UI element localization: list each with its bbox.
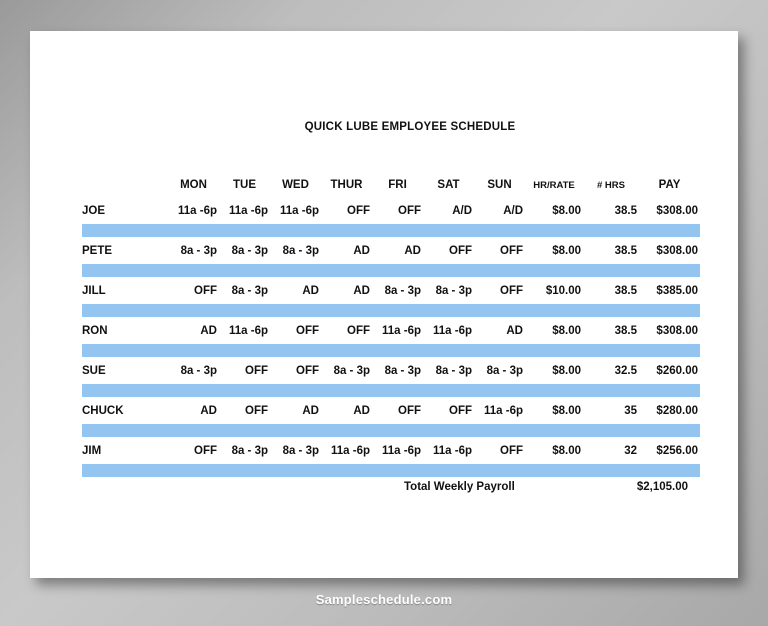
column-header-name [82, 153, 168, 197]
cell-rate: $8.00 [552, 364, 581, 377]
table-row [82, 237, 700, 264]
cell-rate: $8.00 [552, 324, 581, 337]
cell-fri: 11a -6p [382, 444, 421, 457]
cell-sun: OFF [500, 284, 523, 297]
cell-fri: OFF [398, 204, 421, 217]
cell-tue: 11a -6p [229, 324, 268, 337]
cell-sun: A/D [503, 204, 523, 217]
cell-sun: 11a -6p [484, 404, 523, 417]
cell-wed: OFF [296, 324, 319, 337]
cell-name: SUE [82, 364, 106, 377]
cell-sat: 11a -6p [433, 444, 472, 457]
cell-wed: 8a - 3p [282, 244, 319, 257]
cell-sun: OFF [500, 244, 523, 257]
cell-name: CHUCK [82, 404, 124, 417]
cell-tue: 8a - 3p [231, 444, 268, 457]
cell-sat: 8a - 3p [435, 284, 472, 297]
column-header-sat: SAT [437, 179, 460, 191]
cell-wed: OFF [296, 364, 319, 377]
table-row [82, 397, 700, 424]
row-separator-band [82, 344, 700, 357]
cell-sat: 11a -6p [433, 324, 472, 337]
cell-mon: 8a - 3p [180, 364, 217, 377]
row-separator-band [82, 464, 700, 477]
cell-thur: 8a - 3p [333, 364, 370, 377]
column-header-fri: FRI [388, 179, 407, 191]
column-header-sun: SUN [487, 179, 512, 191]
cell-sat: 8a - 3p [435, 364, 472, 377]
cell-tue: 8a - 3p [231, 284, 268, 297]
cell-thur: OFF [347, 204, 370, 217]
row-separator-fill [82, 304, 700, 317]
table-row [82, 197, 700, 224]
document-page [30, 31, 738, 578]
row-separator-fill [82, 224, 700, 237]
employee-schedule-table [82, 153, 700, 477]
cell-hours: 38.5 [614, 284, 637, 297]
cell-pay: $308.00 [656, 244, 698, 257]
cell-mon: OFF [194, 444, 217, 457]
cell-name: JIM [82, 444, 102, 457]
row-separator-band [82, 424, 700, 437]
cell-thur: AD [353, 284, 370, 297]
table-row [82, 277, 700, 304]
cell-hours: 38.5 [614, 204, 637, 217]
row-separator-fill [82, 264, 700, 277]
cell-pay: $280.00 [656, 404, 698, 417]
cell-wed: AD [302, 404, 319, 417]
cell-rate: $8.00 [552, 204, 581, 217]
row-separator-fill [82, 464, 700, 477]
cell-tue: 11a -6p [229, 204, 268, 217]
cell-rate: $10.00 [545, 284, 581, 297]
cell-fri: AD [404, 244, 421, 257]
column-header-hourly-rate: HR/RATE [533, 180, 575, 191]
cell-name: JILL [82, 284, 106, 297]
row-separator-band [82, 304, 700, 317]
row-separator-band [82, 264, 700, 277]
cell-sat: OFF [449, 404, 472, 417]
cell-pay: $256.00 [656, 444, 698, 457]
cell-fri: 8a - 3p [384, 364, 421, 377]
cell-mon: AD [200, 404, 217, 417]
cell-sat: OFF [449, 244, 472, 257]
cell-rate: $8.00 [552, 244, 581, 257]
cell-sun: OFF [500, 444, 523, 457]
cell-pay: $308.00 [656, 324, 698, 337]
cell-wed: 8a - 3p [282, 444, 319, 457]
total-weekly-payroll-value: $2,105.00 [636, 481, 688, 493]
cell-hours: 38.5 [614, 244, 637, 257]
column-header-wed: WED [282, 179, 309, 191]
column-header-mon: MON [180, 179, 207, 191]
column-header-tue: TUE [233, 179, 256, 191]
cell-name: RON [82, 324, 108, 337]
table-row [82, 317, 700, 344]
cell-rate: $8.00 [552, 444, 581, 457]
schedule-table-body [82, 197, 700, 477]
table-row [82, 437, 700, 464]
row-separator-band [82, 224, 700, 237]
cell-sun: 8a - 3p [486, 364, 523, 377]
cell-thur: OFF [347, 324, 370, 337]
row-separator-fill [82, 424, 700, 437]
column-header-thur: THUR [330, 179, 363, 191]
cell-wed: AD [302, 284, 319, 297]
cell-hours: 32.5 [614, 364, 637, 377]
total-weekly-payroll-label: Total Weekly Payroll [404, 481, 515, 493]
cell-hours: 38.5 [614, 324, 637, 337]
table-row [82, 357, 700, 384]
cell-thur: AD [353, 244, 370, 257]
cell-tue: OFF [245, 404, 268, 417]
watermark: Sampleschedule.com [315, 592, 453, 607]
cell-rate: $8.00 [552, 404, 581, 417]
totals-row [82, 481, 690, 493]
table-header-row [82, 153, 700, 197]
cell-sun: AD [506, 324, 523, 337]
cell-pay: $308.00 [656, 204, 698, 217]
column-header-hours: # HRS [597, 180, 625, 191]
cell-fri: OFF [398, 404, 421, 417]
cell-sat: A/D [452, 204, 472, 217]
cell-name: PETE [82, 244, 113, 257]
cell-thur: AD [353, 404, 370, 417]
row-separator-fill [82, 384, 700, 397]
cell-mon: 8a - 3p [180, 244, 217, 257]
cell-mon: 11a -6p [178, 204, 217, 217]
cell-name: JOE [82, 204, 106, 217]
cell-pay: $385.00 [656, 284, 698, 297]
cell-wed: 11a -6p [280, 204, 319, 217]
cell-thur: 11a -6p [331, 444, 370, 457]
cell-pay: $260.00 [656, 364, 698, 377]
cell-tue: 8a - 3p [231, 244, 268, 257]
cell-mon: AD [200, 324, 217, 337]
cell-fri: 8a - 3p [384, 284, 421, 297]
row-separator-band [82, 384, 700, 397]
column-header-pay: PAY [658, 179, 681, 191]
cell-mon: OFF [194, 284, 217, 297]
row-separator-fill [82, 344, 700, 357]
schedule-table-container [82, 153, 698, 477]
cell-tue: OFF [245, 364, 268, 377]
cell-hours: 35 [624, 404, 637, 417]
page-title: QUICK LUBE EMPLOYEE SCHEDULE [304, 121, 516, 133]
cell-hours: 32 [624, 444, 637, 457]
cell-fri: 11a -6p [382, 324, 421, 337]
